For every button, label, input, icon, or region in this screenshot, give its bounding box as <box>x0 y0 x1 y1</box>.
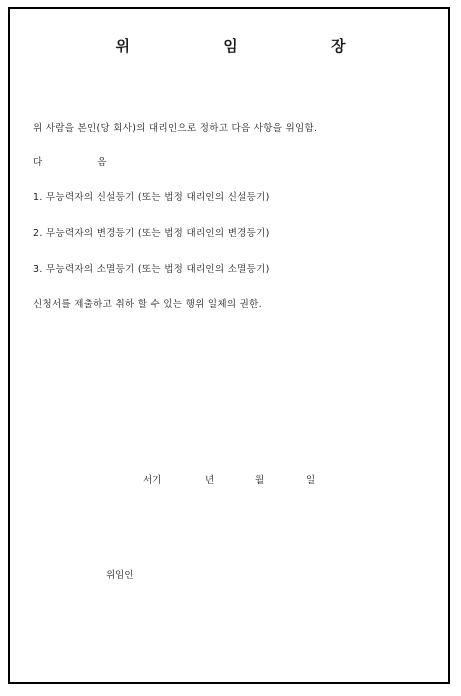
date-era-label: 서기 <box>143 475 162 486</box>
da-eum-heading: 다 음 <box>33 157 133 168</box>
list-item: 1. 무능력자의 신설등기 (또는 법정 대리인의 신설등기) <box>33 192 270 203</box>
date-day-label: 일 <box>306 475 316 486</box>
closing-text: 신청서를 제출하고 취하 할 수 있는 행위 일체의 권한. <box>33 299 262 310</box>
intro-text: 위 사람을 본인(당 회사)의 대리인으로 정하고 다음 사항을 위임함. <box>33 123 318 134</box>
delegator-label: 위임인 <box>106 570 134 581</box>
document-border <box>8 7 450 684</box>
date-month-label: 월 <box>255 475 265 486</box>
list-item: 3. 무능력자의 소멸등기 (또는 법정 대리인의 소멸등기) <box>33 264 270 275</box>
list-item: 2. 무능력자의 변경등기 (또는 법정 대리인의 변경등기) <box>33 228 270 239</box>
document-title: 위 임 장 <box>115 37 390 55</box>
date-year-label: 년 <box>205 475 215 486</box>
